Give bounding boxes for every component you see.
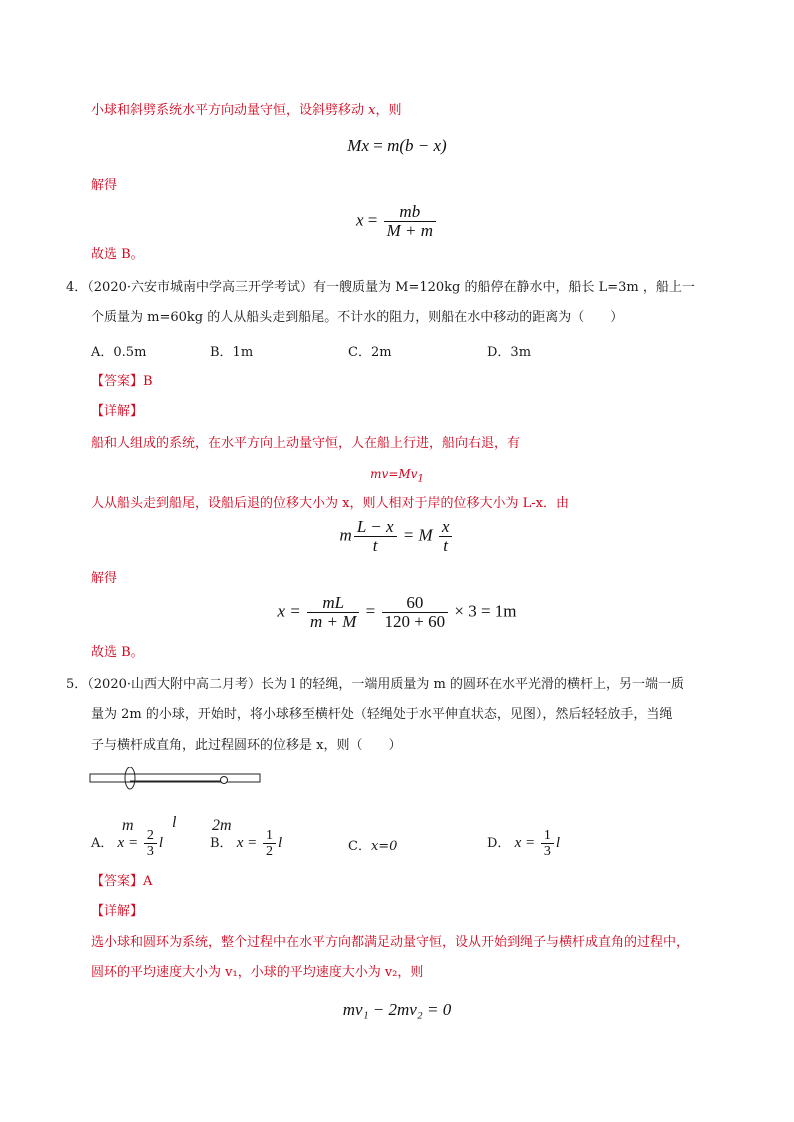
eq-lhs: x = (277, 601, 301, 621)
denominator: 3 (146, 844, 154, 859)
eq-lhs: Mx (347, 136, 369, 155)
fraction (144, 828, 157, 859)
eq-lhs: x = (514, 834, 536, 851)
numerator: x (441, 517, 450, 536)
option-label: C． (348, 839, 371, 854)
fraction (541, 828, 554, 859)
option-text: x=0 (370, 839, 398, 854)
option-b[interactable]: B．1m (210, 345, 254, 360)
eq-lhs: x = (236, 834, 258, 851)
answer-label: 【答案】B (91, 374, 153, 389)
question-text: （2020·山西大附中高二月考）长为 l 的轻绳，一端用质量为 m 的圆环在水平光滑的横杆上，另一端一质 (87, 677, 685, 692)
equation-2: x = $\frac{mb}{M + m}$ (0, 203, 794, 243)
denominator: 2 (265, 844, 273, 859)
question-4-line-1 (66, 278, 695, 298)
eq-rhs: m(b − x) (387, 136, 447, 155)
option-label: D． (487, 835, 511, 851)
variable: x (368, 103, 376, 118)
denominator: m + M (310, 612, 357, 631)
option-label: A． (91, 835, 114, 851)
eq-tail: l (555, 834, 561, 851)
option-c[interactable] (348, 835, 397, 854)
eq-tail: × 3 = 1m (454, 601, 517, 621)
eq-var: = M (402, 525, 433, 545)
text: ，则 (375, 103, 402, 118)
numerator: 1 (265, 828, 273, 843)
text: 小球和斜劈系统水平方向动量守恒，设斜劈移动 (91, 103, 365, 118)
numerator: L − x (356, 517, 394, 536)
ring (125, 767, 135, 789)
equation-1: Mx = m(b − x) (347, 136, 447, 155)
denominator: 3 (543, 844, 551, 859)
answer-line: 故选 B。 (91, 645, 144, 660)
denominator: 120 + 60 (384, 612, 446, 631)
eq-tail: l (277, 834, 283, 851)
answer-label: 【答案】A (91, 874, 153, 889)
fraction (439, 518, 453, 555)
numerator: 60 (406, 593, 424, 612)
eq-text: mv=Mv (370, 467, 418, 481)
fraction (354, 518, 397, 555)
explanation-line: 船和人组成的系统，在水平方向上动量守恒，人在船上行进，船向右退，有 (91, 436, 521, 451)
option-d[interactable]: D．3m (487, 345, 532, 360)
option-a[interactable]: A．0.5m (91, 345, 147, 360)
explanation-line: 圆环的平均速度大小为 v₁，小球的平均速度大小为 v₂，则 (91, 965, 424, 980)
option-a[interactable] (91, 828, 163, 859)
numerator: 2 (146, 828, 154, 843)
eq-text: mv₁ − 2mv₂ = 0 (342, 1000, 452, 1019)
question-text: （2020·六安市城南中学高三开学考试）有一艘质量为 M=120kg 的船停在静水中，船长 L=3m ，船上一 (87, 280, 695, 295)
fraction (263, 828, 276, 859)
fraction (384, 203, 436, 240)
numerator: mb (399, 202, 421, 221)
explanation-line: 人从船头走到船尾，设船后退的位移大小为 x，则人相对于岸的位移大小为 L-x．由 (91, 496, 569, 511)
question-5-line-3: 子与横杆成直角，此过程圆环的位移是 x，则（ ） (91, 738, 402, 753)
explanation-line: 选小球和圆环为系统，整个过程中在水平方向都满足动量守恒，设从开始到绳子与横杆成直角的过程中， (91, 935, 690, 950)
equation-3 (0, 518, 794, 562)
eq-tail: l (158, 834, 163, 851)
diagram-svg (88, 767, 268, 837)
solve-label: 解得 (91, 571, 118, 586)
ball (221, 777, 228, 784)
eq-var: m (339, 525, 352, 545)
denominator: M + m (386, 221, 434, 240)
question-5-line-1 (66, 675, 684, 695)
question-5-line-2: 量为 2m 的小球，开始时，将小球移至横杆处（轻绳处于水平伸直状态，见图），然后轻轻放手，当绳 (91, 707, 673, 722)
answer-line: 故选 B。 (91, 247, 144, 262)
option-d[interactable] (487, 828, 560, 859)
explanation-line (91, 101, 402, 121)
option-b[interactable] (210, 828, 282, 859)
rope-label: l (172, 814, 177, 831)
equation-4: x = $\frac{mL}{m + M}$ = $\frac{60}{120 + 60}$ × 3 = 1m (277, 593, 517, 631)
question-4-line-2: 个质量为 m=60kg 的人从船头走到船尾。不计水的阻力，则船在水中移动的距离为（ ） (91, 310, 624, 325)
question-number: 4． (66, 280, 88, 295)
equation-momentum (0, 464, 794, 489)
detail-label: 【详解】 (91, 904, 144, 919)
option-c[interactable]: C．2m (348, 345, 392, 360)
subscript: 1 (417, 473, 424, 485)
equation-5 (0, 1000, 794, 1020)
fraction (307, 594, 359, 631)
numerator: 1 (543, 828, 551, 843)
option-label: B． (210, 835, 233, 851)
detail-label: 【详解】 (91, 404, 144, 419)
eq-lhs: x = (117, 834, 139, 851)
numerator: mL (322, 593, 345, 612)
ring-label: m (122, 817, 134, 834)
question-number: 5． (66, 677, 88, 692)
ball-label: 2m (212, 817, 232, 834)
fraction (382, 594, 449, 631)
eq-lhs: x (355, 210, 364, 230)
denominator: t (372, 536, 378, 555)
solve-label: 解得 (91, 178, 118, 193)
denominator: t (443, 536, 449, 555)
